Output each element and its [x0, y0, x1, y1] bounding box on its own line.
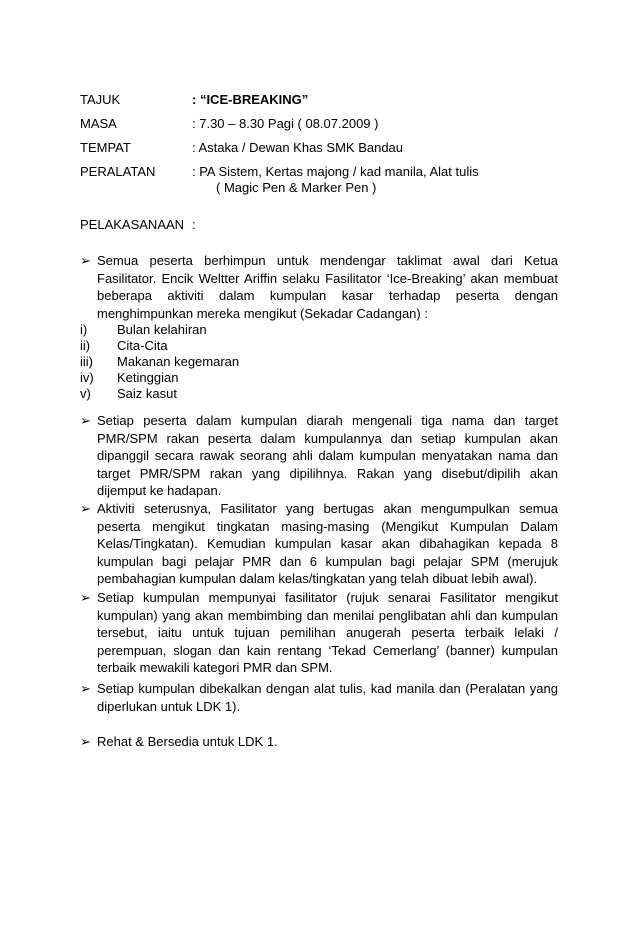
list-item — [80, 370, 178, 386]
arrow-bullet-icon: ➢ — [80, 734, 91, 749]
list-number: ii) — [80, 338, 91, 353]
field-label: MASA — [80, 116, 117, 131]
section-label: PELAKASANAAN — [80, 217, 185, 232]
arrow-bullet-icon: ➢ — [80, 413, 91, 428]
field-value: : PA Sistem, Kertas majong / kad manila, Alat tulis — [192, 164, 479, 179]
list-item — [80, 386, 177, 402]
list-text: Ketinggian — [117, 370, 179, 385]
bullet-text: Setiap kumpulan mempunyai fasilitator (rujuk senarai Fasilitator mengikut kumpulan) yang akan membimbing dan menilai penglibatan ahli dan kumpulan tersebut, iaitu untuk tujuan pemilihan anugerah peserta terbaik lelaki / perempuan, slogan dan kain rentang ‘Tekad Cemerlang’ (banner) kumpulan terbaik mewakili kategori PMR dan SPM. — [97, 590, 558, 676]
bullet-item — [80, 252, 558, 322]
list-number: iv) — [80, 370, 94, 385]
section-pelaksanaan — [80, 217, 196, 233]
arrow-bullet-icon: ➢ — [80, 501, 91, 516]
list-number: v) — [80, 386, 91, 401]
list-text: Bulan kelahiran — [117, 322, 207, 337]
field-value: : Astaka / Dewan Khas SMK Bandau — [192, 140, 404, 155]
bullet-text: Setiap peserta dalam kumpulan diarah mengenali tiga nama dan target PMR/SPM rakan peserta dalam kumpulannya dan setiap kumpulan akan dipanggil secara rawak seorang ahli dalam kumpulan menyatakan nama dan target PMR/SPM rakan yang dipilihnya. Rakan yang disebut/dipilih akan dijemput ke hadapan. — [97, 413, 558, 499]
arrow-bullet-icon: ➢ — [80, 253, 91, 268]
bullet-text: Rehat & Bersedia untuk LDK 1. — [97, 734, 278, 749]
bullet-item — [80, 680, 558, 715]
field-value: : 7.30 – 8.30 Pagi ( 08.07.2009 ) — [192, 116, 379, 131]
list-item — [80, 354, 239, 370]
list-number: i) — [80, 322, 88, 337]
bullet-text: Semua peserta berhimpun untuk mendengar taklimat awal dari Ketua Fasilitator. Encik Weltter Ariffin selaku Fasilitator ‘Ice-Breaking’ akan membuat beberapa aktiviti dalam kumpulan kasar terhadap peserta dengan menghimpunkan mereka mengikut (Sekadar Cadangan) : — [97, 253, 558, 321]
field-peralatan-continued: ( Magic Pen & Marker Pen ) — [216, 180, 377, 195]
list-item — [80, 338, 168, 354]
bullet-text: Aktiviti seterusnya, Fasilitator yang bertugas akan mengumpulkan semua peserta mengikut tingkatan masing-masing (Mengikut Kumpulan Dalam Kelas/Tingkatan). Kemudian kumpulan kasar akan dibahagikan kepada 8 kumpulan bagi pelajar PMR dan 6 kumpulan bagi pelajar SPM (merujuk pembahagian kumpulan dalam kelas/tingkatan yang telah dibuat lebih awal). — [97, 501, 558, 587]
bullet-item — [80, 733, 558, 751]
list-text: Makanan kegemaran — [117, 354, 240, 369]
bullet-item — [80, 500, 558, 588]
bullet-item — [80, 412, 558, 500]
list-text: Cita-Cita — [117, 338, 168, 353]
field-peralatan — [80, 164, 479, 180]
field-label: PERALATAN — [80, 164, 156, 179]
list-item — [80, 322, 207, 338]
bullet-item — [80, 589, 558, 677]
field-tajuk — [80, 92, 308, 108]
field-value: : “ICE-BREAKING” — [192, 92, 309, 107]
arrow-bullet-icon: ➢ — [80, 590, 91, 605]
list-number: iii) — [80, 354, 93, 369]
bullet-text: Setiap kumpulan dibekalkan dengan alat tulis, kad manila dan (Peralatan yang diperlukan untuk LDK 1). — [97, 681, 558, 714]
field-tempat — [80, 140, 403, 156]
field-masa — [80, 116, 378, 132]
section-colon: : — [192, 217, 196, 232]
field-label: TEMPAT — [80, 140, 131, 155]
list-text: Saiz kasut — [117, 386, 177, 401]
field-label: TAJUK — [80, 92, 121, 107]
arrow-bullet-icon: ➢ — [80, 681, 91, 696]
